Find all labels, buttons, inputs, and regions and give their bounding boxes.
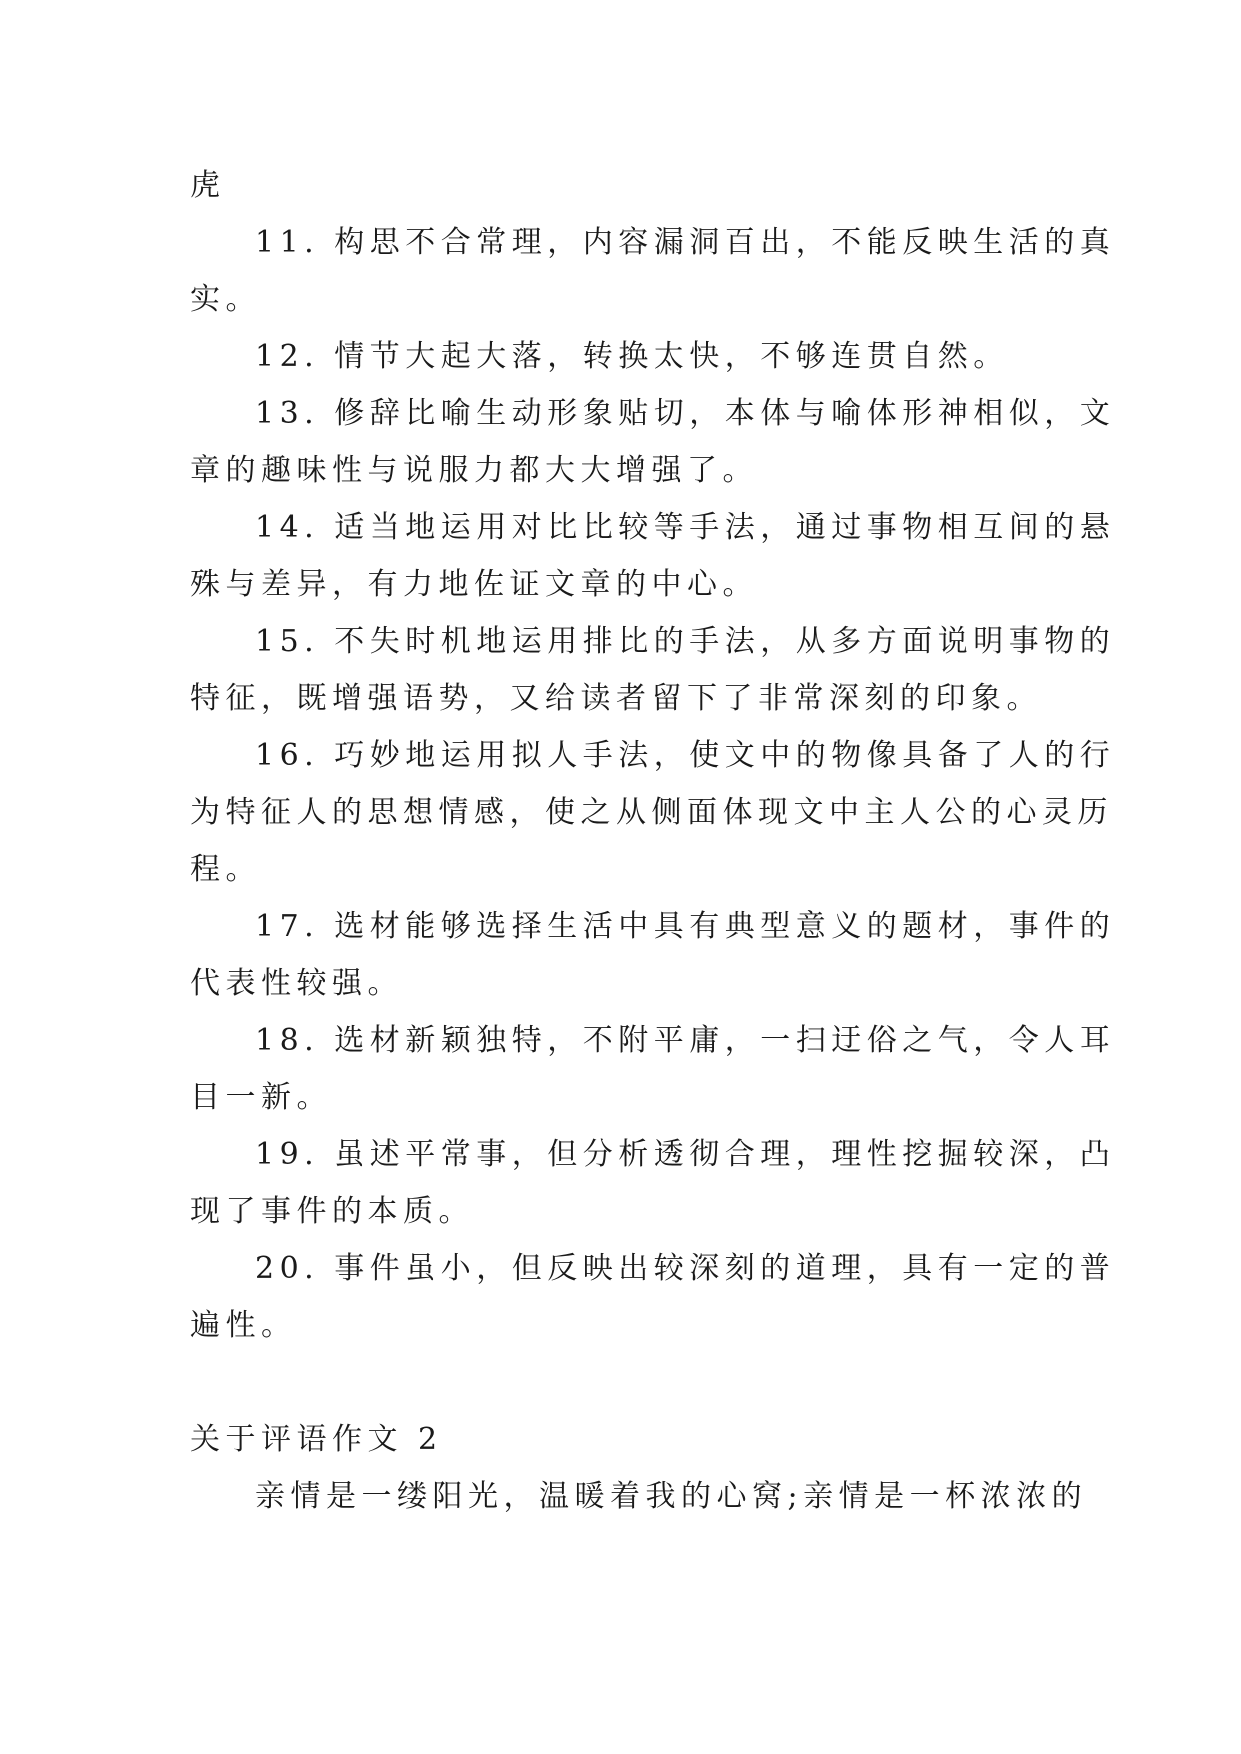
list-item-13: 13. 修辞比喻生动形象贴切，本体与喻体形神相似，文	[255, 396, 1116, 431]
list-item-15: 15. 不失时机地运用排比的手法，从多方面说明事物的	[255, 624, 1116, 659]
text-line: 章的趣味性与说服力都大大增强了。	[190, 453, 758, 488]
list-item-12: 12. 情节大起大落，转换太快，不够连贯自然。	[255, 339, 1009, 374]
list-item-11: 11. 构思不合常理，内容漏洞百出，不能反映生活的真	[255, 225, 1116, 260]
list-item-19: 19. 虽述平常事，但分析透彻合理，理性挖掘较深，凸	[255, 1137, 1116, 1172]
text-line: 为特征人的思想情感，使之从侧面体现文中主人公的心灵历	[190, 795, 1113, 830]
text-line: 现了事件的本质。	[190, 1194, 474, 1229]
list-item-18: 18. 选材新颖独特，不附平庸，一扫迂俗之气，令人耳	[255, 1023, 1116, 1058]
list-item-14: 14. 适当地运用对比比较等手法，通过事物相互间的悬	[255, 510, 1116, 545]
text-line: 虎	[190, 168, 226, 203]
text-line: 殊与差异，有力地佐证文章的中心。	[190, 567, 758, 602]
section-heading: 关于评语作文 2	[190, 1422, 443, 1457]
text-line: 代表性较强。	[190, 966, 403, 1001]
text-line: 特征，既增强语势，又给读者留下了非常深刻的印象。	[190, 681, 1042, 716]
text-line: 实。	[190, 282, 261, 317]
list-item-20: 20. 事件虽小，但反映出较深刻的道理，具有一定的普	[255, 1251, 1116, 1286]
text-line: 目一新。	[190, 1080, 332, 1115]
list-item-17: 17. 选材能够选择生活中具有典型意义的题材，事件的	[255, 909, 1116, 944]
paragraph-start: 亲情是一缕阳光，温暖着我的心窝;亲情是一杯浓浓的	[255, 1479, 1088, 1514]
list-item-16: 16. 巧妙地运用拟人手法，使文中的物像具备了人的行	[255, 738, 1116, 773]
text-line: 程。	[190, 852, 261, 887]
text-line: 遍性。	[190, 1308, 297, 1343]
